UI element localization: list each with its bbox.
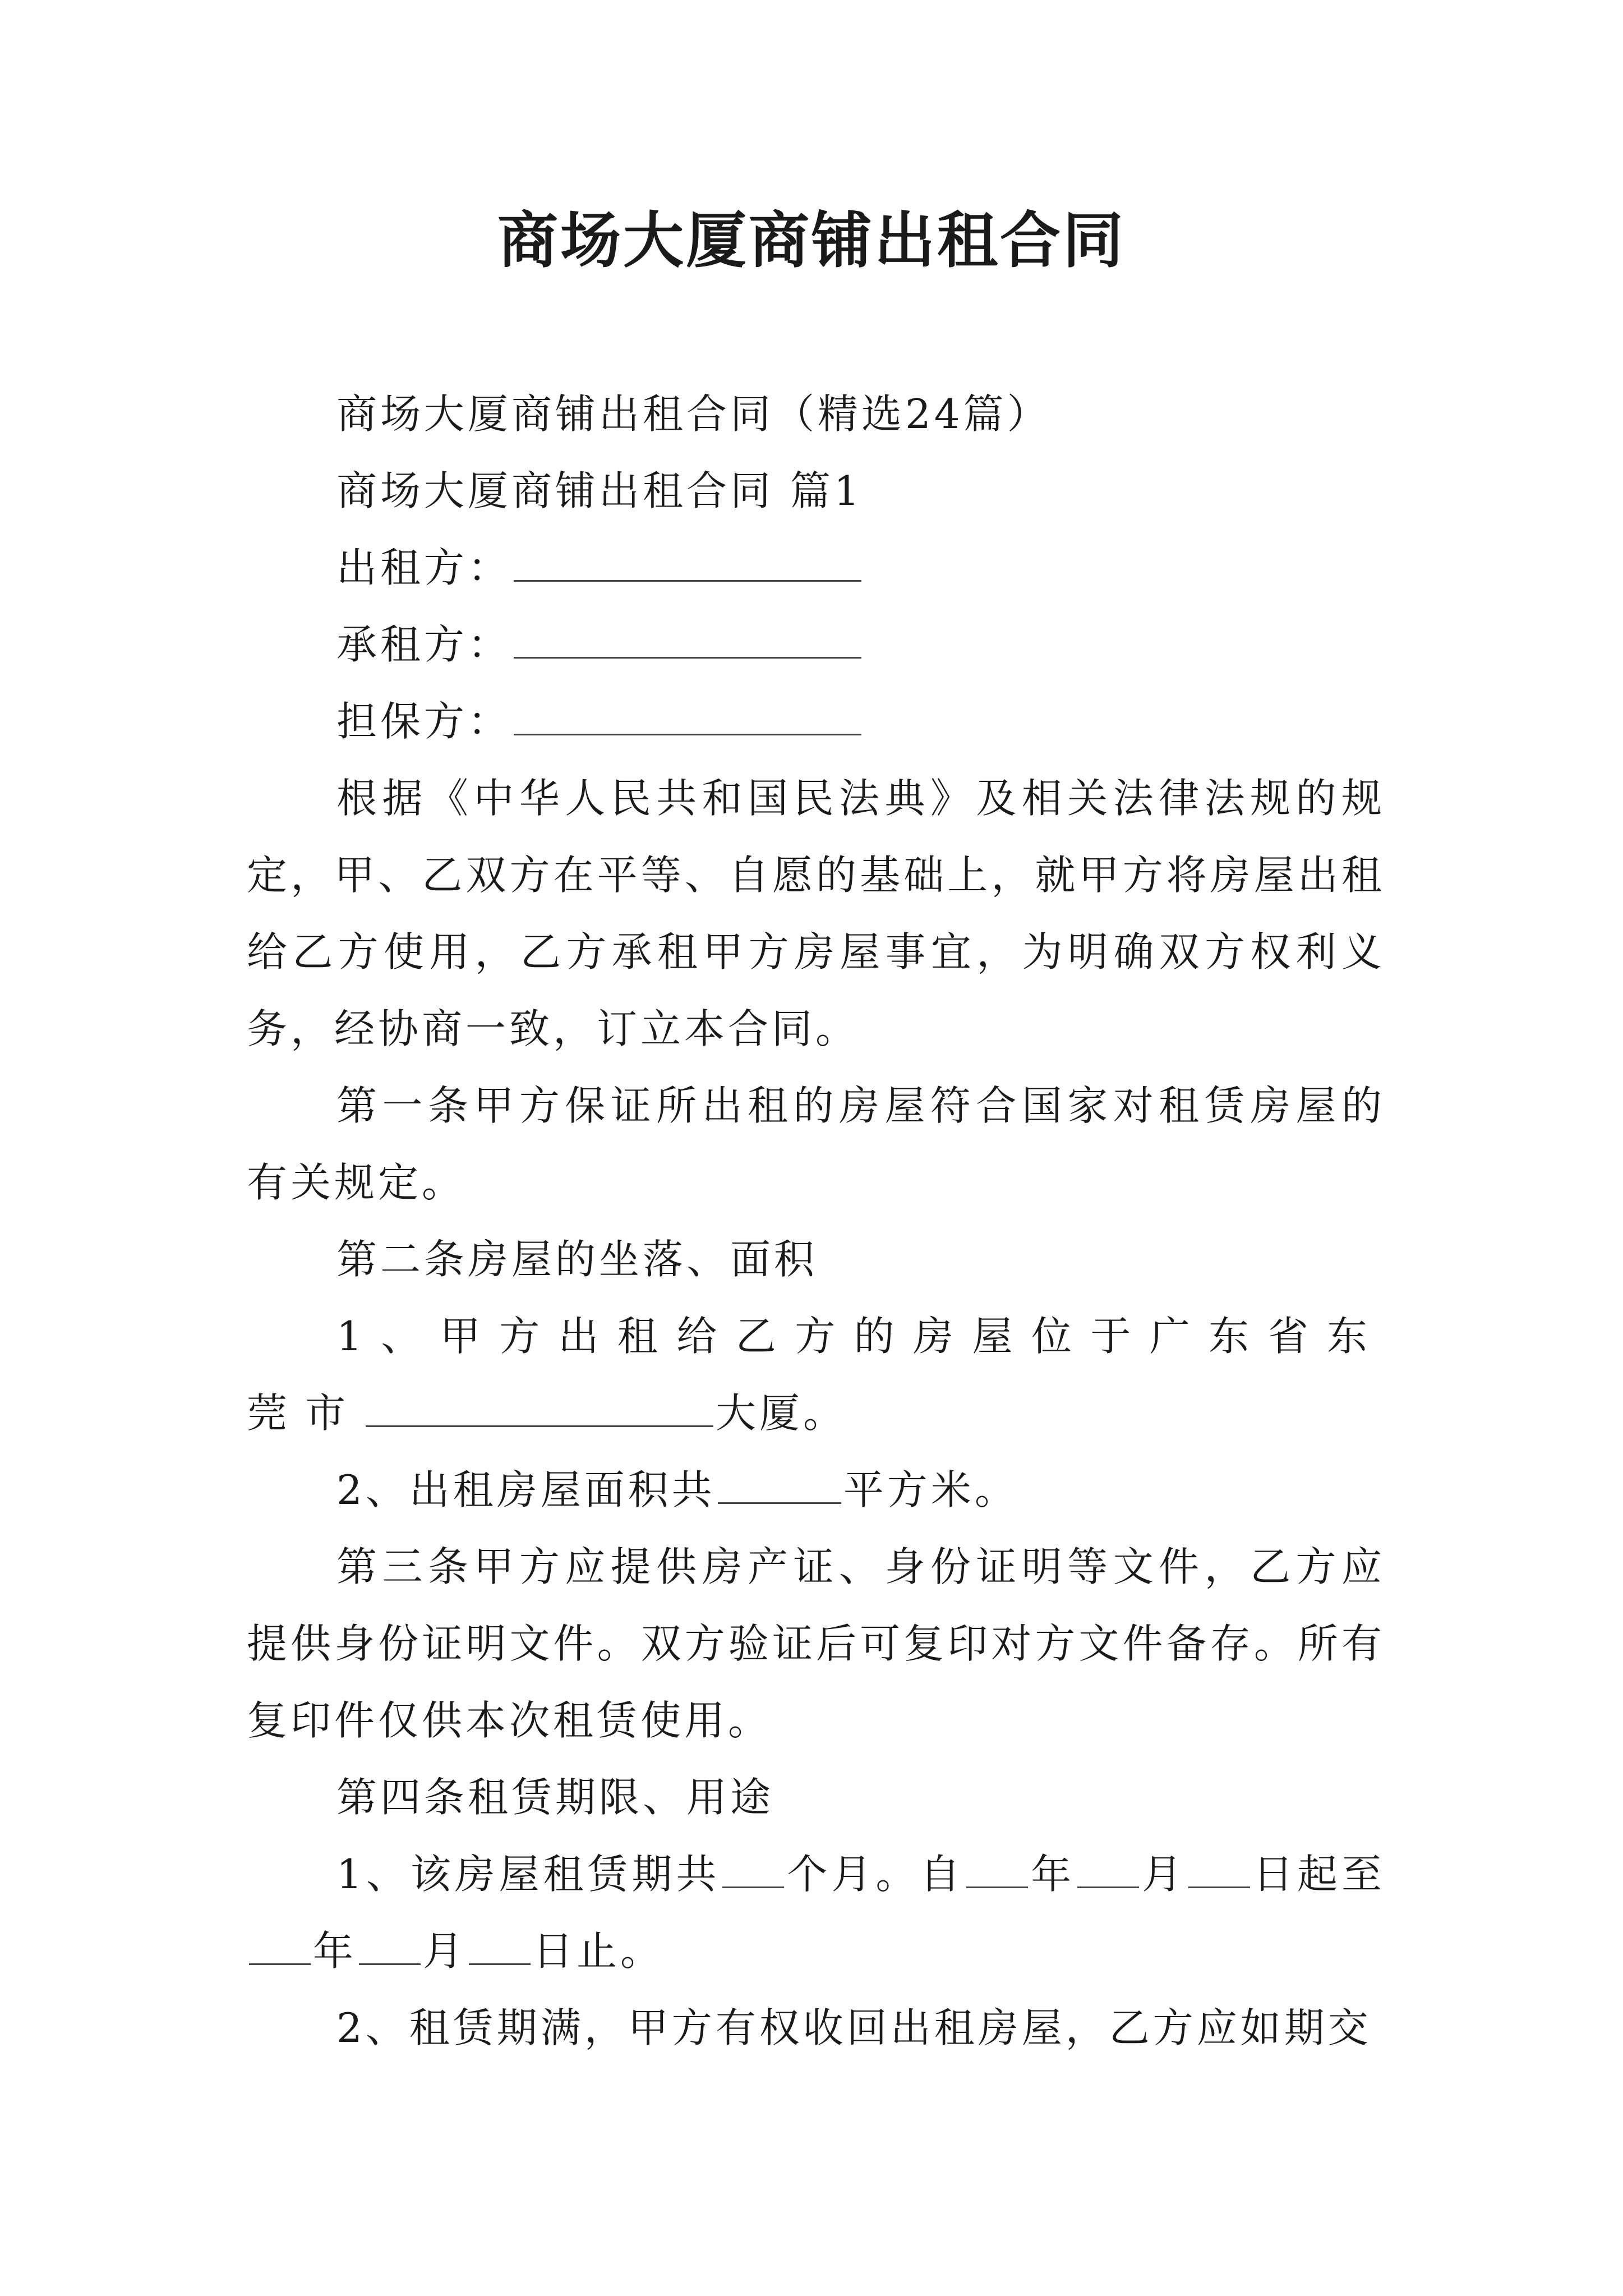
article-2-item-1-text: 1、甲方出租给乙方的房屋位于广东省东莞市: [247, 1313, 1385, 1437]
article-2-item-2: [247, 1452, 1385, 1529]
article-3: 第三条甲方应提供房产证、身份证明等文件，乙方应提供身份证明文件。双方验证后可复印对方文件备存。所有复印件仅供本次租赁使用。: [247, 1543, 1385, 1744]
blank-line: [722, 1853, 784, 1888]
blank-line: [966, 1853, 1028, 1888]
article-4-item-1-text: 1、该房屋租赁期共: [336, 1851, 721, 1898]
blank-line: [359, 1930, 421, 1965]
document-body: [247, 376, 1385, 2067]
party-lessee: [247, 606, 1385, 683]
party-lessee-label: 承租方：: [336, 621, 512, 668]
article-4-item-1: [247, 1836, 1385, 1990]
article-4-item-2: 2、租赁期满，甲方有权收回出租房屋，乙方应如期交: [336, 2004, 1372, 2051]
blank-line: [1188, 1853, 1250, 1888]
intro-paragraph: 根据《中华人民共和国民法典》及相关法律法规的规定，甲、乙双方在平等、自愿的基础上，就甲方将房屋出租给乙方使用，乙方承租甲方房屋事宜，为明确双方权利义务，经协商一致，订立本合同。: [247, 775, 1385, 1052]
blank-line: [249, 1930, 311, 1965]
blank-line: [1077, 1853, 1139, 1888]
article-4-item-1-text: 月: [1141, 1851, 1187, 1898]
article-4-item-1-text: 个月。自: [786, 1851, 965, 1898]
party-lessor-label: 出租方：: [336, 544, 512, 591]
blank-line: [514, 700, 861, 735]
article-4-item-1-text: 年: [1030, 1851, 1076, 1898]
blank-line: [718, 1469, 841, 1504]
blank-line: [514, 546, 861, 582]
party-guarantor-label: 担保方：: [336, 698, 512, 745]
article-4-item-1-text: 年: [313, 1927, 357, 1975]
subtitle: 商场大厦商铺出租合同（精选24篇）: [336, 390, 1051, 438]
article-4-item-1-text: 日止。: [533, 1927, 665, 1975]
article-2-item-2-tail: 平方米。: [843, 1466, 1018, 1513]
article-2-heading: 第二条房屋的坐落、面积: [336, 1236, 818, 1283]
article-1: 第一条甲方保证所出租的房屋符合国家对租赁房屋的有关规定。: [247, 1082, 1385, 1206]
blank-line: [469, 1930, 531, 1965]
blank-line: [366, 1392, 713, 1427]
article-4-item-1-text: 月: [423, 1927, 467, 1975]
party-lessor: [247, 530, 1385, 606]
article-4-item-1-text: 日起至: [1252, 1851, 1385, 1898]
article-2-item-1: [247, 1298, 1385, 1452]
article-2-item-1-tail: 大厦。: [716, 1389, 847, 1437]
blank-line: [514, 623, 861, 659]
section-heading: 商场大厦商铺出租合同 篇1: [336, 467, 863, 514]
document-title: 商场大厦商铺出租合同: [497, 206, 1126, 276]
article-2-item-2-text: 2、出租房屋面积共: [336, 1466, 716, 1513]
party-guarantor: [247, 683, 1385, 760]
article-4-heading: 第四条租赁期限、用途: [336, 1774, 774, 1821]
